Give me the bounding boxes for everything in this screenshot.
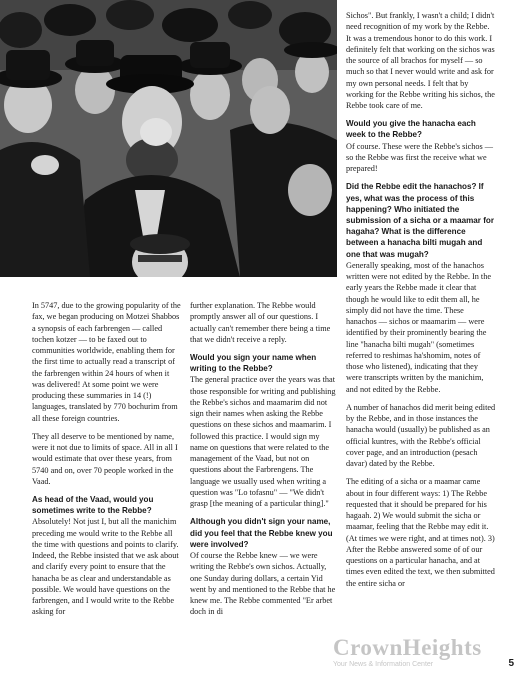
- answer-paragraph: The general practice over the years was that those responsible for writing and publishing the Rebbe's sichos and maamarim did not sign their names when asking the Rebbe questions on these sichos and maamarim. I followed this practice. I would sign my name on questions that were related to the management of the Vaad, but not on questions about the Farbrengens. The language we usually used when writing a question was "Lo tofasnu" — "We didn't grasp [the meaning of a particular thing].": [190, 375, 336, 509]
- article-column-1: [32, 300, 182, 662]
- article-column-2: [190, 300, 338, 662]
- answer-paragraph: Generally speaking, most of the hanachos written were not edited by the Rebbe. In the early years the Rebbe made it clear that though he would like to edit them all, he simply did not have the time. These hanachos — sichos or maamarim — were identified by their prominently bearing the line "hanacha bilti mugah" (sometimes referred to reshimas ha'shomim, notes of those who listened), indicating that they were transcripts written by the manichim, and not edited by the Rebbe.: [346, 260, 492, 394]
- paragraph: They all deserve to be mentioned by name, were it not due to limits of space. All in all I would estimate that over these years, from 5740 and on, over 70 people worked in the Vaad.: [32, 431, 178, 486]
- paragraph: further explanation. The Rebbe would promptly answer all of our questions. I actually can't remember there being a time that we didn't receive a reply.: [190, 301, 331, 344]
- watermark-tagline: Your News & Information Center: [333, 661, 434, 668]
- page-number: 5: [508, 658, 514, 669]
- answer-paragraph: Absolutely! Not just I, but all the manichim preceding me would write to the Rebbe all the time with questions and points to clarify. Indeed, the Rebbe insisted that we ask about and clarify every point to ensure that the hanacha be as clear and understandable as possible. We would have questions on the farbrengen, and I would write to the Rebbe asking for: [32, 517, 179, 617]
- answer-paragraph: Of course. These were the Rebbe's sichos — so the Rebbe was first the receive what we prepared!: [346, 141, 494, 174]
- question-heading: Although you didn't sign your name, did you feel that the Rebbe knew you were involved?: [190, 517, 333, 549]
- paragraph: The editing of a sicha or a maamar came about in four different ways: 1) The Rebbe requested that it should be prepared for his hagaah. 2) We would submit the sicha or maamar, feeling that the Rebbe may edit it. (At times we were right, and at times not). 3) After the Rebbe answered some of of our questions on a particular hanacha, and at times even edited the text, we then submitted the entire sicha or: [346, 477, 495, 588]
- question-heading: Would you sign your name when writing to the Rebbe?: [190, 353, 317, 374]
- article-column-3: [346, 10, 496, 662]
- crowd-photo: [0, 0, 337, 277]
- answer-paragraph: Of course the Rebbe knew — we were writing the Rebbe's own sichos. Actually, one Sunday during dollars, a certain Yid went by and mentioned to the Rebbe that he knew me. The Rebbe commented "Er arbet doch in di: [190, 551, 336, 617]
- question-heading: Did the Rebbe edit the hanachos? If yes, what was the process of this happening? Who initiated the submission of a sicha or a maamar for hagaha? What is the difference between a hanacha bilti mugah and one that was mugah?: [346, 182, 494, 259]
- paragraph: Sichos". But frankly, I wasn't a child; I didn't need recognition of my work by the Rebbe. It was a tremendous honor to do this work. I definitely felt that working on the sichos was the source of all brachos for myself — so much so that I never would write and ask for my own personal needs. I felt that by working for the Rebbe writing his sichos, the Rebbe took care of me.: [346, 11, 495, 110]
- watermark-brand: CrownHeights: [333, 635, 482, 660]
- paragraph: A number of hanachos did merit being edited by the Rebbe, and in those instances the hanacha would (usually) be published as an official kuntres, with the Rebbe's official cover page, and an introduction (pesach davar) dated by the Rebbe.: [346, 402, 496, 469]
- paragraph: In 5747, due to the growing popularity of the fax, we began producing on Motzei Shabbos a synopsis of each farbrengen — called tochen kotzer — to be faxed out to communities worldwide, enabling them for the first time to actually read a transcript of the farbrengen within 24 hours of when it was delivered! At some point we were producing these summaries in 14 (!) languages, translated by 770 bochurim from all these foreign countries.: [32, 301, 181, 423]
- question-heading: As head of the Vaad, would you sometimes write to the Rebbe?: [32, 495, 154, 516]
- question-heading: Would you give the hanacha each week to the Rebbe?: [346, 119, 476, 140]
